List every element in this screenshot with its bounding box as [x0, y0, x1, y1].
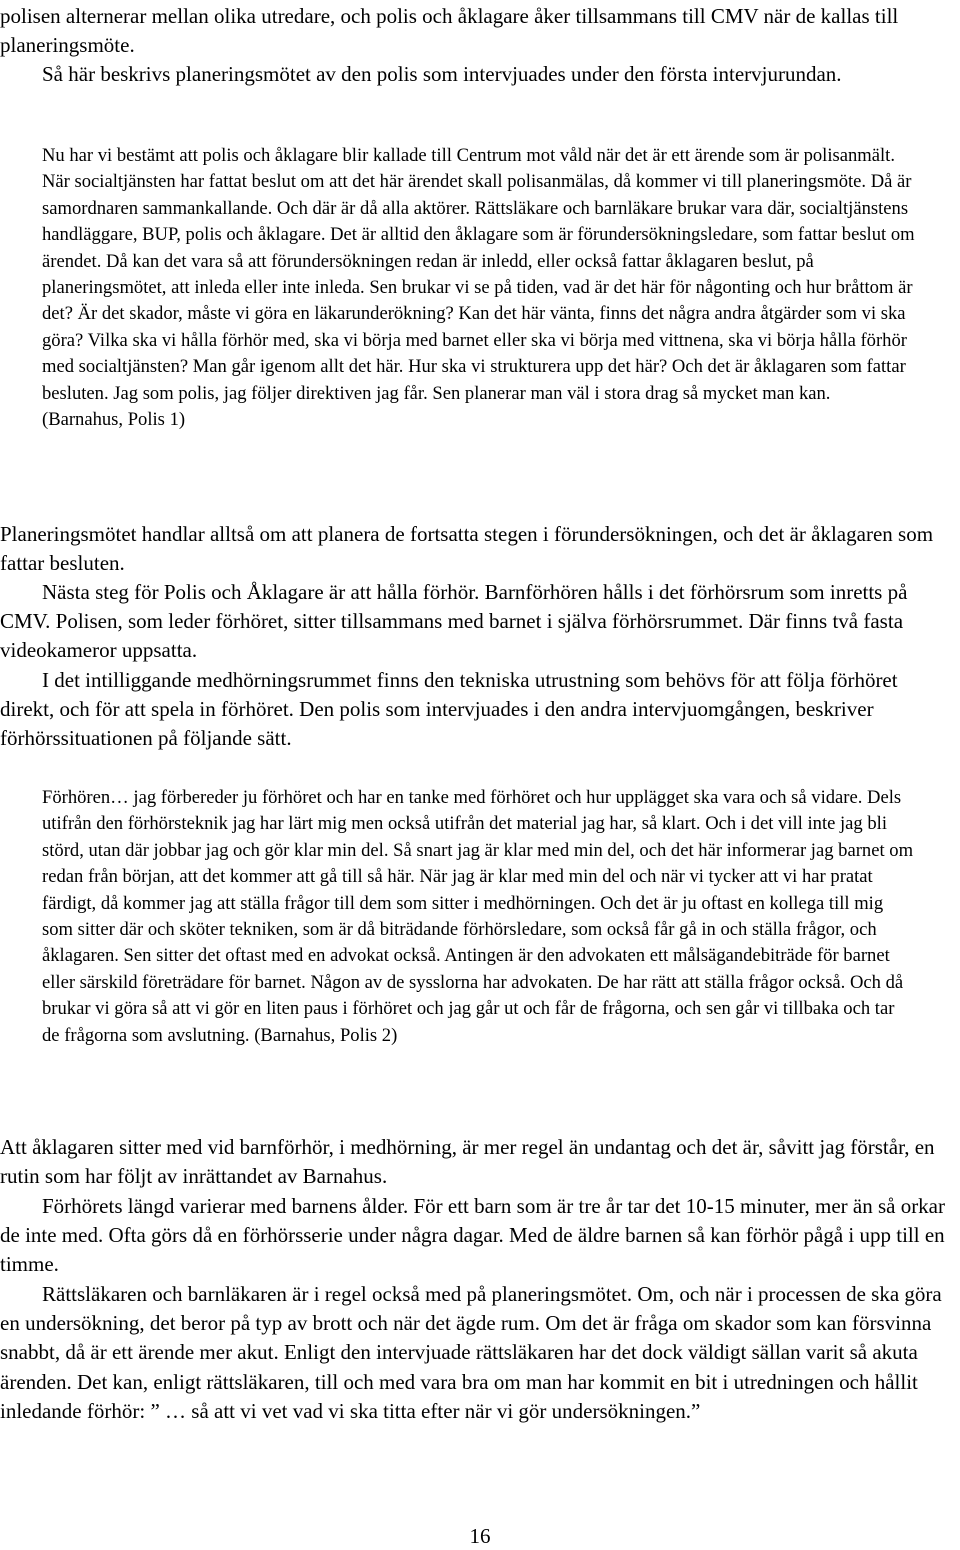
paragraph-intro-quote-lead: Så här beskrivs planeringsmötet av den polis som intervjuades under den första intervjurundan.	[42, 62, 842, 86]
paragraph-planning-summary: Planeringsmötet handlar alltså om att planera de fortsatta stegen i förundersökningen, och det är åklagaren som fattar besluten.	[0, 522, 934, 576]
paragraph-interview-length: Förhörets längd varierar med barnens ålder. För ett barn som är tre år tar det 10-15 minuter, mer än så orkar de inte med. Ofta görs då en förhörsserie under några dagar. Med de äldre barnen så kan förhör pågå i upp till en timme.	[0, 1194, 945, 1277]
paragraph-monitoring-room: I det intilliggande medhörningsrummet finns den tekniska utrustning som behövs för att följa förhöret direkt, och för att spela in förhöret. Den polis som intervjuades i den andra intervjuomgången, beskriver förhörssituationen på följande sätt.	[0, 668, 898, 751]
page-number: 16	[469, 1524, 491, 1548]
paragraph-forensic-doctor: Rättsläkaren och barnläkaren är i regel också med på planeringsmötet. Om, och när i processen de ska göra en undersökning, det beror på typ av brott och när det ägde rum. Om det är fråga om skador som kan försvinna snabbt, då är ett ärende mer akut. Enligt den intervjuade rättsläkaren har det dock väldigt sällan varit så akuta ärenden. Det kan, enligt rättsläkaren, till och med vara bra om man har kommit en bit i utredningen och hållit inledande förhör: ” … så att vi vet vad vi ska titta efter när vi gör undersökningen.”	[0, 1282, 942, 1423]
block-quote-polis-2: Förhören… jag förbereder ju förhöret och har en tanke med förhöret och hur upplägget ska vara och så vidare. Dels utifrån den förhörsteknik jag har lärt mig men också utifrån det material jag har, så klart. Och i det vill inte jag bli störd, utan där jobbar jag och gör klar min del. Så snart jag är klar med min del, och det här informerar jag barnet om redan från början, att det kommer att gå till så här. När jag är klar med min del och när vi tycker att vi har pratat färdigt, då kommer jag att ställa frågor till dem som sitter i medhörningen. Och det är ju oftast en kollega till mig som sitter där och sköter tekniken, som är då biträdande förhörsledare, som också får gå in och ställa frågor, och åklagaren. Sen sitter det oftast med en advokat också. Antingen är den advokaten ett målsägandebiträde för barnet eller särskild företrädare för barnet. Någon av de sysslorna har advokaten. De har rätt att ställa frågor också. Och då brukar vi göra så att vi gör en liten paus i förhöret och jag går ut och får de frågorna, och sen går vi tillbaka och tar de frågorna som avslutning. (Barnahus, Polis 2)	[42, 787, 914, 1046]
paragraph-prosecutor-presence: Att åklagaren sitter med vid barnförhör, i medhörning, är mer regel än undantag och det är, såvitt jag förstår, en rutin som har följt av inrättandet av Barnahus.	[0, 1135, 935, 1189]
paragraph-intro-continuation: polisen alternerar mellan olika utredare, och polis och åklagare åker tillsammans till CMV när de kallas till planeringsmöte.	[0, 4, 899, 58]
block-quote-polis-1: Nu har vi bestämt att polis och åklagare blir kallade till Centrum mot våld när det är ett ärende som är polisanmält. När socialtjänsten har fattat beslut om att det här ärendet skall polisanmälas, då kommer vi till planeringsmöte. Då är samordnaren sammankallande. Och där är då alla aktörer. Rättsläkare och barnläkare brukar vara där, socialtjänstens handläggare, BUP, polis och åklagare. Det är alltid den åklagare som är förundersökningsledare, som fattar beslut om ärendet. Då kan det vara så att förundersökningen redan är inledd, eller också fattar åklagaren beslut, på planeringsmötet, att inleda eller inte inleda. Sen brukar vi se på tiden, vad är det här för någonting och hur bråttom är det? Är det skador, måste vi göra en läkarunderökning? Kan det här vänta, finns det några andra åtgärder som vi ska göra? Vilka ska vi hålla förhör med, ska vi börja med barnet eller ska vi börja med vittnena, ska vi börja hålla förhör med socialtjänsten? Man går igenom allt det här. Hur ska vi strukturera upp det här? Och det är åklagaren som fattar besluten. Jag som polis, jag följer direktiven jag får. Sen planerar man väl i stora drag så mycket man kan. (Barnahus, Polis 1)	[42, 145, 915, 431]
paragraph-interview-step: Nästa steg för Polis och Åklagare är att hålla förhör. Barnförhören hålls i det förhörsrum som inretts på CMV. Polisen, som leder förhöret, sitter tillsammans med barnet i själva förhörsrummet. Där finns två fasta videokameror uppsatta.	[0, 580, 908, 663]
